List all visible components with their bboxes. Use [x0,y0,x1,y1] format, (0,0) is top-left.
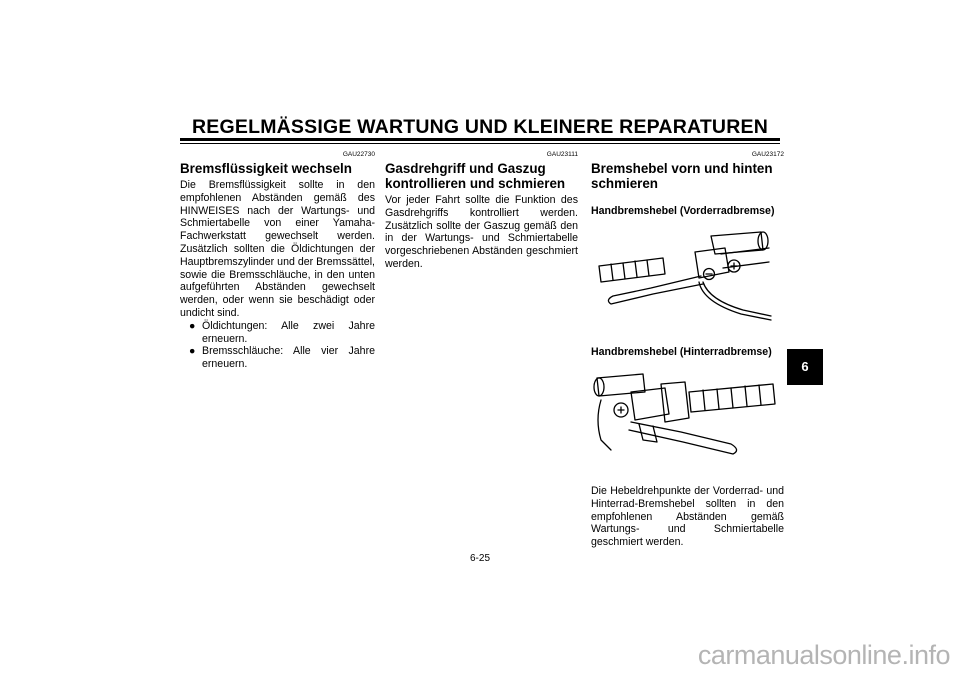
header-rule-thin [180,143,780,144]
section-code: GAU23111 [546,151,578,158]
section-heading: Bremshebel vorn und hinten schmieren [591,161,773,191]
section-body: Die Bremsflüssigkeit sollte in den empfohlenen Abständen gemäß des HINWEISES nach der Wartungs- und Schmiertabelle von einer Yamaha-Fachwerkstatt gewechselt werden. Zusätzlich sollten die Öldichtungen der Hauptbremszylinder und der Bremssättel, sowie die Bremsschläuche, in den unten aufgeführten Abständen gewechselt werden, oder wenn sie beschädigt oder undicht sind. [180,179,375,319]
front-brake-lever-illustration [591,228,784,324]
section-heading: Bremsflüssigkeit wechseln [180,161,352,176]
rear-brake-lever-illustration [591,370,784,466]
section-code: GAU23172 [751,151,784,158]
bullet-icon: ● [189,345,196,358]
section-body: Die Hebeldrehpunkte der Vorderrad- und Hinterrad-Bremshebel sollten in den empfohlenen Abständen gemäß Wartungs- und Schmiertabelle geschmiert werden. [591,485,784,549]
subhead-rear-brake: Handbremshebel (Hinterradbremse) [591,346,772,358]
bullet-icon: ● [189,319,196,332]
column-throttle [385,150,578,271]
column-brake-levers [591,150,784,550]
subhead-front-brake: Handbremshebel (Vorderradbremse) [591,205,775,217]
page-title: REGELMÄSSIGE WARTUNG UND KLEINERE REPARATUREN [192,116,768,138]
watermark: carmanualsonline.info [697,640,950,670]
section-heading: Gasdrehgriff und Gaszug kontrollieren und schmieren [385,161,566,191]
header-rule-thick [180,138,780,141]
list-item-text: Bremsschläuche: Alle vier Jahre erneuern. [202,345,375,371]
list-item [189,345,375,371]
section-body: Vor jeder Fahrt sollte die Funktion des Gasdrehgriffs kontrolliert werden. Zusätzlich sollte der Gaszug gemäß den in der Wartungs- und Schmiertabelle vorgeschriebenen Abständen geschmiert werden. [385,194,578,270]
list-item-text: Öldichtungen: Alle zwei Jahre erneuern. [202,319,375,345]
column-brake-fluid [180,150,375,371]
chapter-tab: 6 [787,349,823,385]
page-number: 6-25 [469,553,490,564]
list-item [189,320,375,346]
bullet-list [180,320,375,371]
section-code: GAU22730 [342,151,375,158]
